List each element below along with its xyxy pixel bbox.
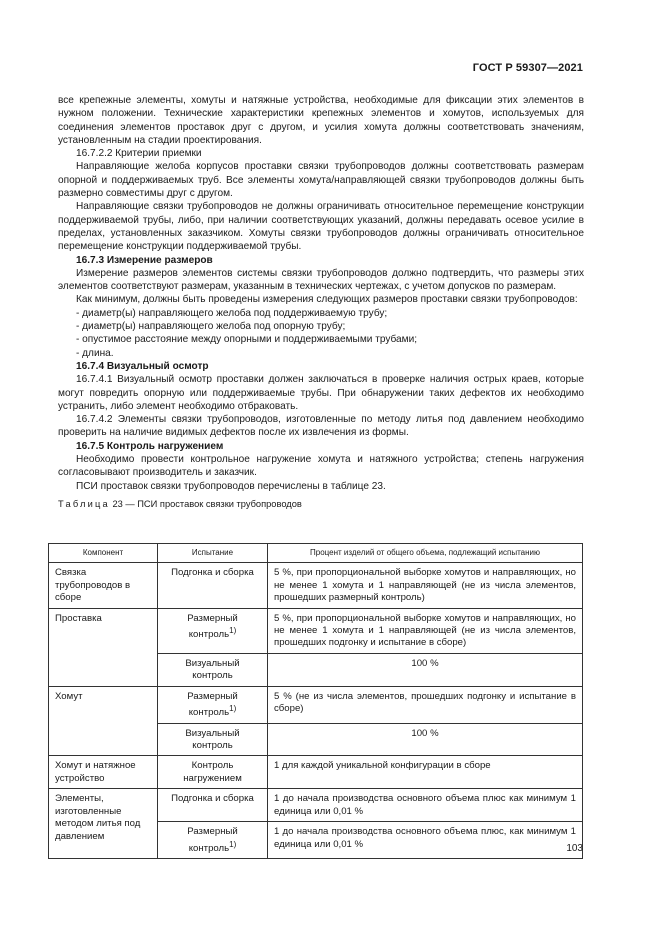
test-cell bbox=[158, 756, 268, 789]
column-header-component: Компонент bbox=[49, 544, 158, 563]
table-row bbox=[49, 563, 583, 608]
percent-cell: 1 для каждой уникальной конфигурации в сборе bbox=[268, 756, 583, 789]
table-row bbox=[49, 608, 583, 653]
paragraph: 16.7.4.1 Визуальный осмотр проставки должен заключаться в проверке наличия острых краев, которые могут повредить опорную или поддерживаемые трубы. При обнаружении таких дефектов их необходимо устранить, либо элемент необходимо отбраковать. bbox=[58, 374, 584, 412]
section-heading: 16.7.4 Визуальный осмотр bbox=[76, 360, 209, 372]
table-row bbox=[49, 756, 583, 789]
table-caption-word: Таблица bbox=[58, 498, 110, 509]
percent-cell: 1 до начала производства основного объема плюс как минимум 1 единица или 0,01 % bbox=[268, 789, 583, 822]
psi-table bbox=[48, 543, 583, 859]
component-cell: Связка трубопроводов в сборе bbox=[49, 563, 158, 608]
table-caption bbox=[58, 498, 584, 511]
paragraph: ПСИ проставок связки трубопроводов перечислены в таблице 23. bbox=[76, 480, 386, 492]
column-header-test: Испытание bbox=[158, 544, 268, 563]
test-cell bbox=[158, 608, 268, 653]
component-cell: Элементы, изготовленные методом литья под давлением bbox=[49, 789, 158, 859]
table-caption-text: 23 — ПСИ проставок связки трубопроводов bbox=[109, 498, 302, 509]
footnote-mark: 1) bbox=[229, 704, 237, 714]
test-name: Визуальный контроль bbox=[185, 727, 240, 752]
section-heading: 16.7.5 Контроль нагружением bbox=[76, 440, 224, 452]
percent-cell: 100 % bbox=[268, 653, 583, 686]
paragraph: 16.7.4.2 Элементы связки трубопроводов, изготовленные по методу литья под давлением необходимо проверить на наличие видимых дефектов после их извлечения из формы. bbox=[58, 414, 584, 439]
table-row bbox=[49, 686, 583, 723]
test-name: Подгонка и сборка bbox=[171, 793, 254, 805]
component-cell: Проставка bbox=[49, 608, 158, 686]
test-name: Подгонка и сборка bbox=[171, 567, 254, 579]
test-cell bbox=[158, 723, 268, 756]
paragraph: все крепежные элементы, хомуты и натяжные устройства, необходимые для фиксации этих элементов в нужном положении. Технические характеристики крепежных элементов и хомутов, используемых для соединения элементов проставок друг с другом, и усилия хомута должны соответствовать значениям, установленным на стадии проектирования. bbox=[58, 95, 584, 146]
list-item: - диаметр(ы) направляющего желоба под поддерживаемую трубу; bbox=[76, 307, 388, 319]
test-cell bbox=[158, 686, 268, 723]
test-name: Контроль нагружением bbox=[183, 760, 242, 784]
paragraph: Необходимо провести контрольное нагружение хомута и натяжного устройства; степень нагружения согласовывают производитель и заказчик. bbox=[58, 454, 584, 479]
test-cell bbox=[158, 822, 268, 859]
list-item: - диаметр(ы) направляющего желоба под опорную трубу; bbox=[76, 321, 346, 333]
list-item: - опустимое расстояние между опорными и поддерживаемыми трубами; bbox=[76, 334, 418, 346]
table-row bbox=[49, 789, 583, 822]
component-cell: Хомут bbox=[49, 686, 158, 756]
percent-cell: 5 %, при пропорциональной выборке хомутов и направляющих, но не менее 1 хомута и 1 направляющей (не из числа элементов, прошедших размерный контроль) bbox=[268, 563, 583, 608]
page-number: 103 bbox=[566, 843, 583, 854]
component-cell: Хомут и натяжное устройство bbox=[49, 756, 158, 789]
footnote-mark: 1) bbox=[229, 626, 237, 636]
test-cell bbox=[158, 563, 268, 608]
test-cell bbox=[158, 789, 268, 822]
percent-cell: 5 %, при пропорциональной выборке хомутов и направляющих, но не менее 1 хомута и 1 направляющей (не из числа элементов, прошедших подгонку и испытание в сборе) bbox=[268, 608, 583, 653]
paragraph: Направляющие желоба корпусов проставки связки трубопроводов должны соответствовать размерам опорной и поддерживаемых труб. Все элементы хомута/направляющей связки трубопроводов должны быть размерно совместимы друг с другом. bbox=[58, 161, 584, 200]
test-name: Размерный контроль bbox=[187, 612, 238, 641]
paragraph: 16.7.2.2 Критерии приемки bbox=[76, 148, 202, 160]
test-cell bbox=[158, 653, 268, 686]
column-header-percent: Процент изделий от общего объема, подлежащий испытанию bbox=[268, 544, 583, 563]
percent-cell: 5 % (не из числа элементов, прошедших подгонку и испытание в сборе) bbox=[268, 686, 583, 723]
body-text bbox=[58, 94, 584, 511]
paragraph: Измерение размеров элементов системы связки трубопроводов должно подтвердить, что размеры этих элементов соответствуют размерам, указанным в технических чертежах, с учетом допусков по размерам. bbox=[58, 267, 584, 293]
test-name: Размерный контроль bbox=[187, 826, 238, 854]
paragraph: Как минимум, должны быть проведены измерения следующих размеров проставки связки трубопроводов: bbox=[76, 294, 578, 306]
list-item: - длина. bbox=[76, 347, 114, 359]
footnote-mark: 1) bbox=[229, 839, 237, 849]
paragraph: Направляющие связки трубопроводов не должны ограничивать относительное перемещение конструкции поддерживаемой трубы, либо, при наличии соответствующих указаний, должны передавать осевое усилие в пределах, установленных заказчиком. Хомуты связки трубопроводов должны ограничивать относительное перемещение конструкции поддерживаемой трубы. bbox=[58, 201, 584, 253]
document-id: ГОСТ Р 59307—2021 bbox=[472, 62, 583, 74]
section-heading: 16.7.3 Измерение размеров bbox=[76, 254, 213, 266]
percent-cell: 1 до начала производства основного объема плюс, как минимум 1 единица или 0,01 % bbox=[268, 822, 583, 859]
test-name: Размерный контроль bbox=[187, 690, 238, 719]
test-name: Визуальный контроль bbox=[185, 657, 240, 682]
table-header-row bbox=[49, 544, 583, 563]
percent-cell: 100 % bbox=[268, 723, 583, 756]
